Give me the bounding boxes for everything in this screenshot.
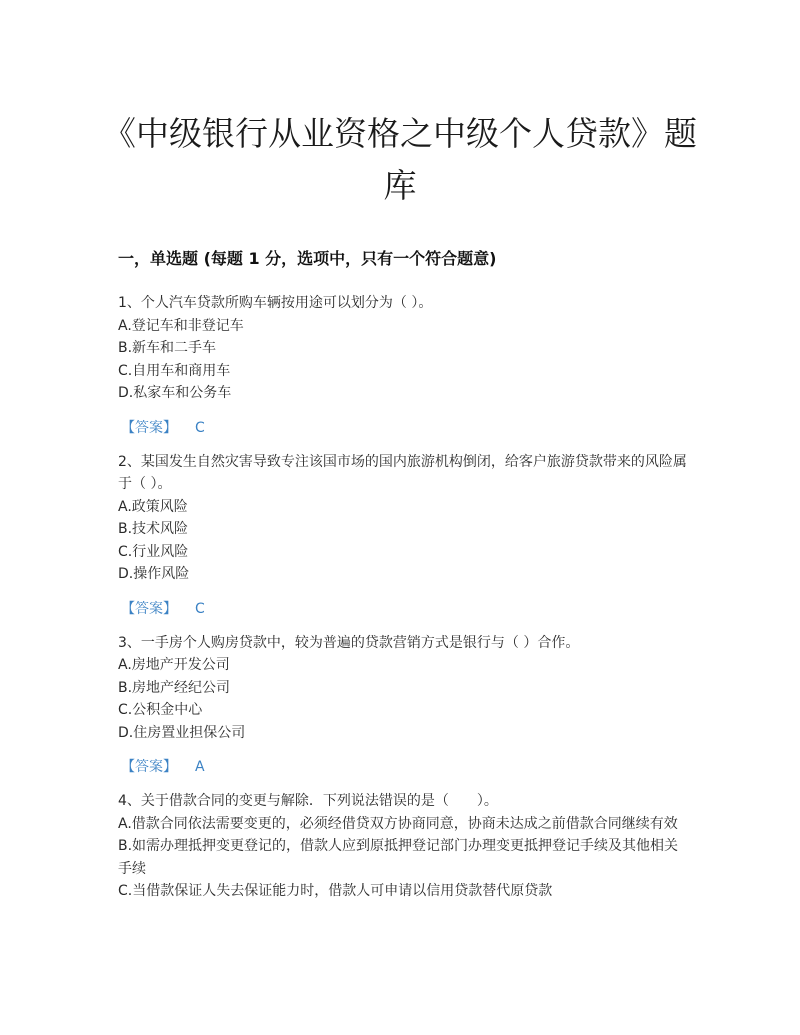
question-text: 2、某国发生自然灾害导致专注该国市场的国内旅游机构倒闭，给客户旅游贷款带来的风险属于（ ）。 [118, 453, 687, 492]
question-4 [118, 790, 688, 903]
option-a: A.房地产开发公司 [118, 657, 230, 673]
question-text: 4、关于借款合同的变更与解除．下列说法错误的是（ ）。 [118, 793, 498, 809]
option-b: B.如需办理抵押变更登记的，借款人应到原抵押登记部门办理变更抵押登记手续及其他相关手续 [118, 838, 679, 877]
answer-value: A [195, 759, 205, 775]
option-b: B.房地产经纪公司 [118, 679, 231, 696]
answer-line [118, 598, 688, 620]
answer-label: 【答案】 [121, 759, 177, 775]
document-title: 《中级银行从业资格之中级个人贷款》题库 [103, 114, 697, 205]
answer-value: C [195, 600, 205, 617]
option-b: B.新车和二手车 [118, 340, 217, 356]
option-c: C.公积金中心 [118, 702, 203, 718]
question-1 [118, 292, 688, 439]
answer-label: 【答案】 [121, 600, 177, 617]
option-c: C.当借款保证人失去保证能力时，借款人可申请以信用贷款替代原贷款 [118, 883, 553, 899]
option-c: C.自用车和商用车 [118, 362, 231, 379]
option-c: C.行业风险 [118, 543, 189, 560]
option-d: D.私家车和公务车 [118, 385, 232, 401]
question-2 [118, 451, 688, 620]
option-b: B.技术风险 [118, 521, 189, 537]
option-d: D.操作风险 [118, 566, 190, 582]
question-3 [118, 632, 688, 779]
answer-label: 【答案】 [121, 419, 177, 436]
answer-line [118, 756, 688, 778]
answer-line [118, 417, 688, 439]
section-heading: 一，单选题 (每题 1 分，选项中，只有一个符合题意) [118, 249, 497, 268]
question-list [118, 292, 688, 903]
option-d: D.住房置业担保公司 [118, 724, 246, 741]
question-text: 3、一手房个人购房贷款中，较为普遍的贷款营销方式是银行与（ ）合作。 [118, 634, 580, 651]
option-a: A.登记车和非登记车 [118, 317, 244, 334]
option-a: A.借款合同依法需要变更的，必须经借贷双方协商同意，协商未达成之前借款合同继续有效 [118, 815, 678, 832]
question-text: 1、个人汽车贷款所购车辆按用途可以划分为（ ）。 [118, 295, 433, 311]
option-a: A.政策风险 [118, 498, 188, 515]
answer-value: C [195, 419, 205, 436]
